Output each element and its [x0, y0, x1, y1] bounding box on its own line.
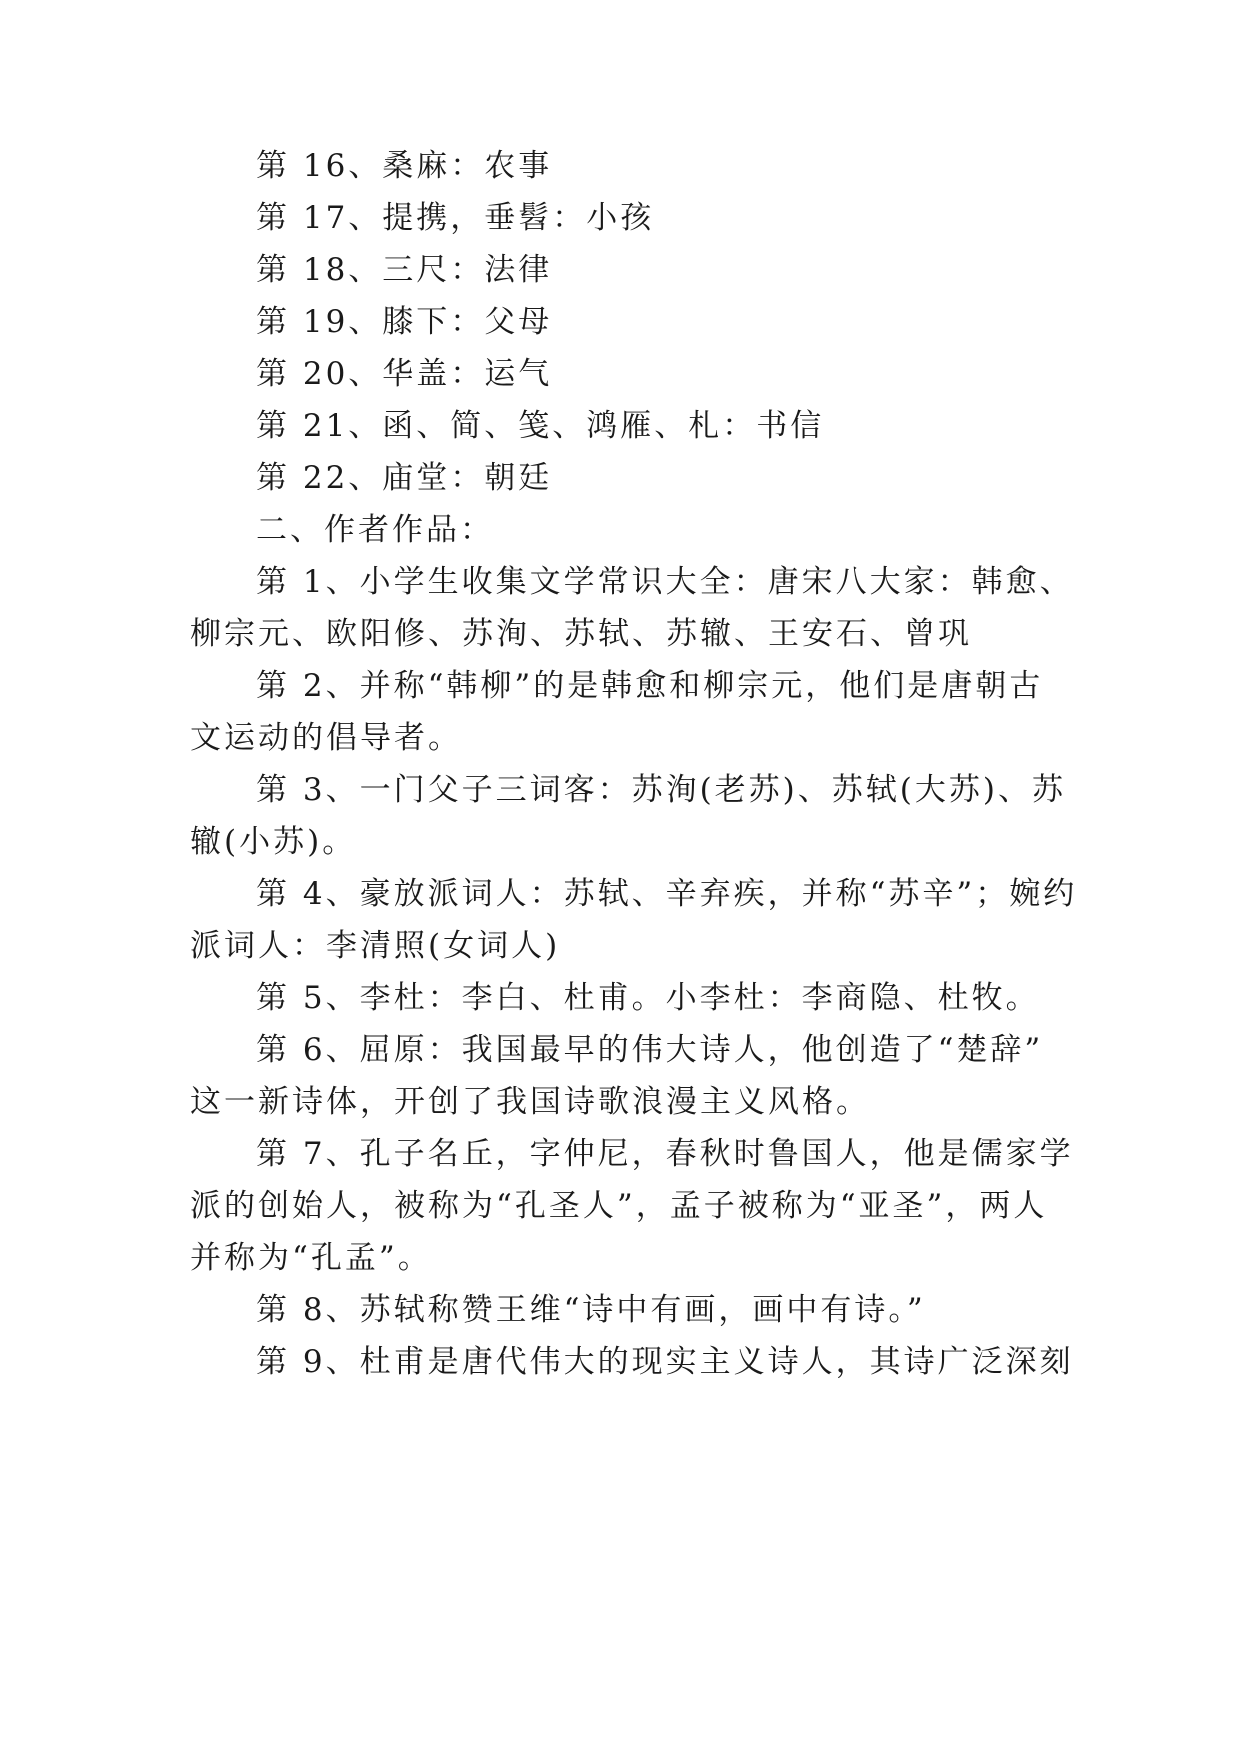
term-16: 第 16、桑麻：农事: [256, 148, 553, 184]
item-8-line-1: 第 8、苏轼称赞王维“诗中有画，画中有诗。”: [256, 1292, 926, 1328]
item-2-line-2: 文运动的倡导者。: [190, 720, 462, 756]
item-7-line-2: 派的创始人，被称为“孔圣人”，孟子被称为“亚圣”，两人: [190, 1188, 1048, 1224]
item-3-line-1: 第 3、一门父子三词客：苏洵(老苏)、苏轼(大苏)、苏: [256, 772, 1066, 808]
item-9-line-1: 第 9、杜甫是唐代伟大的现实主义诗人，其诗广泛深刻: [256, 1344, 1074, 1380]
item-1-line-1: 第 1、小学生收集文学常识大全：唐宋八大家：韩愈、: [256, 564, 1074, 600]
term-21: 第 21、函、简、笺、鸿雁、札：书信: [256, 408, 825, 444]
section-heading: 二、作者作品：: [256, 512, 494, 548]
term-19: 第 19、膝下：父母: [256, 304, 553, 340]
item-5-line-1: 第 5、李杜：李白、杜甫。小李杜：李商隐、杜牧。: [256, 980, 1040, 1016]
item-4-line-2: 派词人：李清照(女词人): [190, 928, 561, 964]
item-6-line-1: 第 6、屈原：我国最早的伟大诗人，他创造了“楚辞”: [256, 1032, 1044, 1068]
term-18: 第 18、三尺：法律: [256, 252, 553, 288]
item-7-line-3: 并称为“孔孟”。: [190, 1240, 432, 1276]
item-7-line-1: 第 7、孔子名丘，字仲尼，春秋时鲁国人，他是儒家学: [256, 1136, 1074, 1172]
item-6-line-2: 这一新诗体，开创了我国诗歌浪漫主义风格。: [190, 1084, 870, 1120]
term-22: 第 22、庙堂：朝廷: [256, 460, 553, 496]
term-20: 第 20、华盖：运气: [256, 356, 553, 392]
term-17: 第 17、提携，垂髫：小孩: [256, 200, 655, 236]
item-4-line-1: 第 4、豪放派词人：苏轼、辛弃疾，并称“苏辛”；婉约: [256, 876, 1078, 912]
item-2-line-1: 第 2、并称“韩柳”的是韩愈和柳宗元，他们是唐朝古: [256, 668, 1044, 704]
item-3-line-2: 辙(小苏)。: [190, 824, 357, 860]
item-1-line-2: 柳宗元、欧阳修、苏洵、苏轼、苏辙、王安石、曾巩: [190, 616, 972, 652]
